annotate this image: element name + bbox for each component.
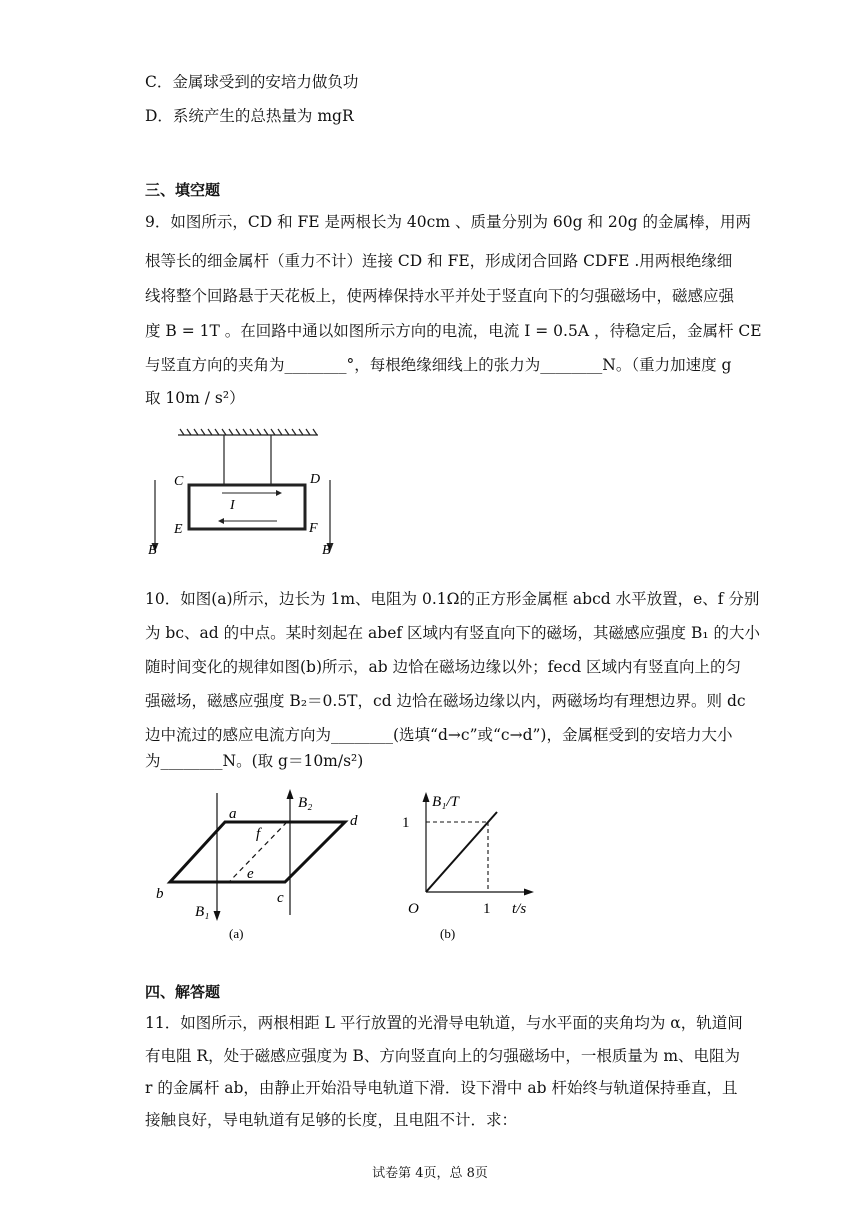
y-axis-arrow: [423, 792, 430, 802]
label-c: c: [277, 890, 284, 906]
q11-line-2: 有电阻 R，处于磁感应强度为 B、方向竖直向上的匀强磁场中，一根质量为 m、电阻为: [145, 1047, 741, 1065]
q11-line-4: 接触良好，导电轨道有足够的长度，且电阻不计．求：: [145, 1111, 518, 1129]
ceiling: [178, 429, 318, 435]
q9-figure: [140, 425, 360, 560]
origin-label: O: [408, 901, 419, 917]
q10-line-2: 为 bc、ad 的中点。某时刻起在 abef 区域内有竖直向下的磁场，其磁感应强度 B₁ 的大小: [145, 624, 761, 642]
label-d: D: [310, 472, 321, 487]
option-d: D．系统产生的总热量为 mgR: [145, 107, 354, 125]
label-f: f: [256, 826, 261, 842]
q9-line-3: 线将整个回路悬于天花板上，使两棒保持水平并处于竖直向下的匀强磁场中，磁感应强: [145, 287, 735, 305]
label-e: E: [174, 522, 183, 537]
label-a: a: [229, 806, 237, 822]
q9-line-1: 9．如图所示，CD 和 FE 是两根长为 40cm 、质量分别为 60g 和 20g 的金属棒，用两: [145, 213, 751, 231]
label-e: e: [247, 866, 254, 882]
section-heading-fill-in: 三、填空题: [145, 181, 221, 199]
label-b: b: [156, 886, 164, 902]
q10-line-1: 10．如图(a)所示，边长为 1m、电阻为 0.1Ω的正方形金属框 abcd 水平放置，e、f 分别: [145, 590, 760, 608]
q10-line-6: 为________N。(取 g＝10m/s²): [145, 752, 364, 770]
section-heading-answers: 四、解答题: [145, 983, 221, 1001]
x-tick-1: 1: [483, 901, 491, 917]
current-arrow-left: [218, 518, 224, 524]
option-c: C．金属球受到的安培力做负功: [145, 73, 359, 91]
label-d: d: [350, 813, 358, 829]
q10-line-3: 随时间变化的规律如图(b)所示，ab 边恰在磁场边缘以外；fecd 区域内有竖直向上的匀: [145, 658, 742, 676]
b1-vs-t-line: [426, 812, 497, 892]
q11-line-3: r 的金属杆 ab，由静止开始沿导电轨道下滑．设下滑中 ab 杆始终与轨道保持垂直，且: [145, 1079, 738, 1097]
q10-line-4: 强磁场，磁感应强度 B₂＝0.5T，cd 边恰在磁场边缘以内，两磁场均有理想边界。则 dc: [145, 692, 746, 710]
q10-figure-b: [360, 780, 540, 945]
label-b1: B₁: [195, 904, 210, 920]
y-axis-label: B₁/T: [432, 794, 459, 810]
label-f: F: [309, 521, 318, 536]
current-arrow-right: [276, 490, 282, 496]
page-footer: 试卷第 4页，总 8页: [372, 1166, 488, 1181]
b2-arrow-up: [287, 789, 294, 799]
caption-b: (b): [440, 926, 456, 941]
q10-figure-a: [145, 785, 385, 945]
q9-line-4: 度 B = 1T 。在回路中通以如图所示方向的电流，电流 I = 0.5A ，待稳定后，金属杆 CE: [145, 322, 762, 340]
q9-line-2: 根等长的细金属杆（重力不计）连接 CD 和 FE，形成闭合回路 CDFE .用两根绝缘细: [145, 252, 733, 270]
q10-line-5: 边中流过的感应电流方向为________(选填“d→c”或“c→d”)，金属框受到的安培力大小: [145, 726, 733, 744]
loop-cdfe: [189, 485, 305, 529]
q9-line-6: 取 10m / s²）: [145, 389, 245, 407]
label-current: I: [230, 498, 235, 513]
label-b2: B₂: [298, 795, 313, 811]
caption-a: (a): [229, 926, 244, 941]
label-b-left: B: [148, 543, 157, 558]
y-tick-1: 1: [402, 815, 410, 831]
x-axis-arrow: [524, 889, 534, 896]
x-axis-label: t/s: [512, 901, 527, 917]
b1-arrow-down: [214, 911, 221, 921]
q11-line-1: 11．如图所示，两根相距 L 平行放置的光滑导电轨道，与水平面的夹角均为 α，轨道间: [145, 1014, 743, 1032]
q9-line-5: 与竖直方向的夹角为________°，每根绝缘细线上的张力为________N。（重力加速度 g: [145, 356, 732, 374]
label-c: C: [174, 474, 184, 489]
label-b-right: B: [322, 543, 331, 558]
